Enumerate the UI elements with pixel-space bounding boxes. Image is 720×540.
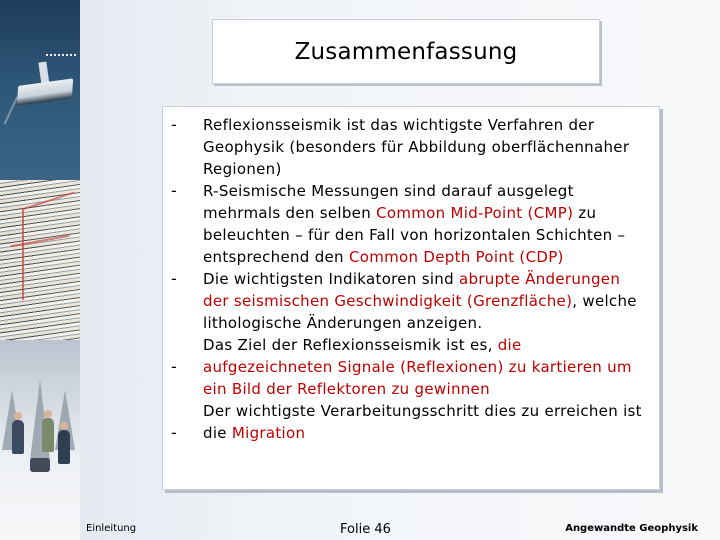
highlight-text: Common Mid-Point (CMP) xyxy=(376,204,574,222)
bullet-list xyxy=(203,114,651,444)
bullet-marker: - xyxy=(171,269,177,288)
footer-course: Angewandte Geophysik xyxy=(565,523,698,534)
bullet-marker: - xyxy=(171,423,177,442)
bullet-item: Die wichtigsten Indikatoren sind abrupte Änderungen der seismischen Geschwindigkeit (Grenzfläche), welche lithologische Änderungen anzeigen. xyxy=(203,270,637,332)
highlight-text: die aufgezeichneten Signale (Reflexionen) zu kartieren um ein Bild der Reflektoren zu gewinnen xyxy=(203,336,632,398)
slide-title: Zusammenfassung xyxy=(294,38,518,65)
bullet-marker: - xyxy=(171,357,177,376)
photo-strip xyxy=(0,0,80,540)
bullet-item: Reflexionsseismik ist das wichtigste Verfahren der Geophysik (besonders für Abbildung oberflächennaher Regionen) xyxy=(203,116,630,178)
field-crew-photo xyxy=(0,340,80,540)
footer-section: Einleitung xyxy=(86,523,137,534)
bullet-item: Der wichtigste Verarbeitungsschritt dies zu erreichen ist die Migration xyxy=(203,402,642,442)
title-box xyxy=(212,19,600,84)
bullet-item: R-Seismische Messungen sind darauf ausgelegt mehrmals den selben Common Mid-Point (CMP) zu beleuchten – für den Fall von horizontalen Schichten – entsprechend den Common Depth Point (CDP) xyxy=(203,182,626,266)
highlight-text: Common Depth Point (CDP) xyxy=(348,248,564,266)
research-ship-photo xyxy=(0,0,80,180)
bullet-marker: - xyxy=(171,181,177,200)
seismic-section-image xyxy=(0,180,80,340)
slide-number: Folie 46 xyxy=(340,522,391,537)
bullet-marker: - xyxy=(171,115,177,134)
highlight-text: Migration xyxy=(231,424,306,442)
bullet-item: Das Ziel der Reflexionsseismik ist es, die aufgezeichneten Signale (Reflexionen) zu kartieren um ein Bild der Reflektoren zu gewinnen xyxy=(203,336,632,398)
highlight-text: abrupte Änderungen der seismischen Geschwindigkeit (Grenzfläche) xyxy=(203,270,621,310)
